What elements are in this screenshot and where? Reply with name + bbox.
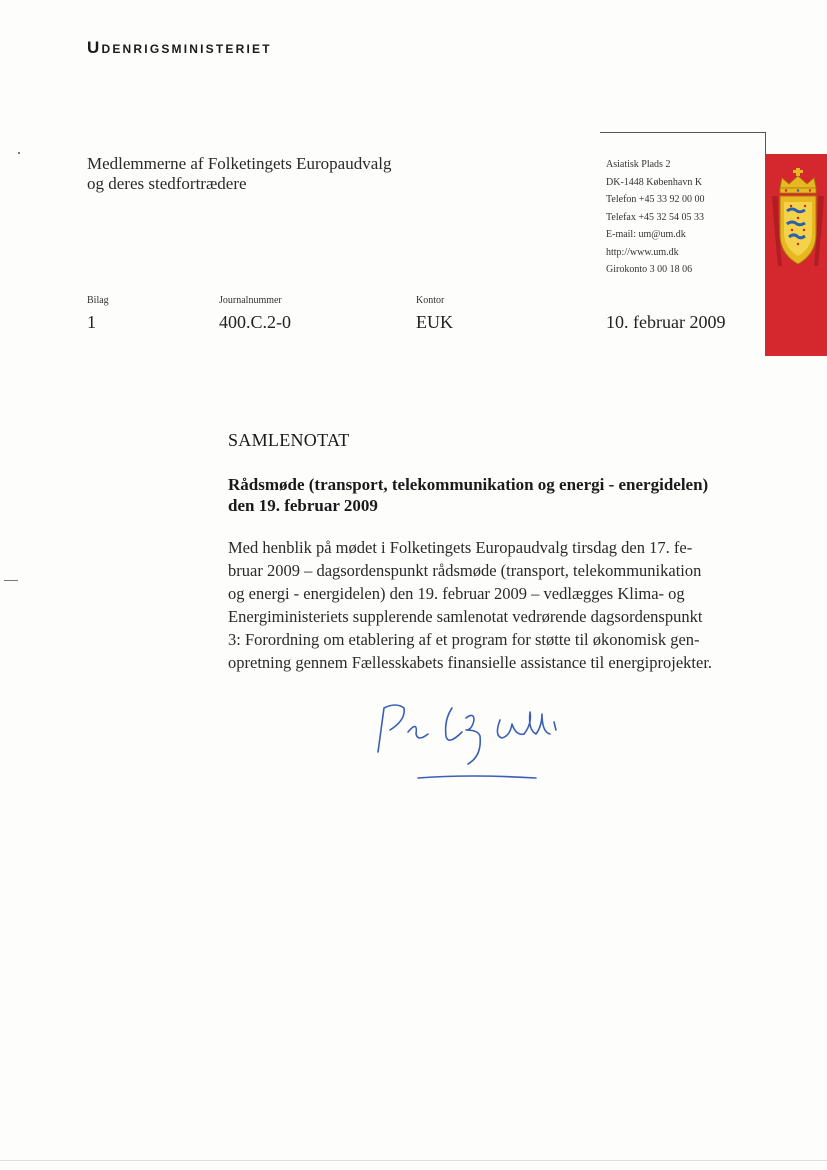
body-line: 3: Forordning om etablering af et program for støtte til økonomisk gen- (228, 630, 700, 649)
subject-line: den 19. februar 2009 (228, 496, 378, 515)
page-edge (0, 1160, 827, 1161)
body-line: Med henblik på mødet i Folketingets Europaudvalg tirsdag den 17. fe- (228, 538, 693, 557)
recipient-line: og deres stedfortrædere (87, 174, 247, 193)
kontor-label: Kontor (416, 295, 445, 306)
body-line: Energiministeriets supplerende samlenotat vedrørende dagsordenspunkt (228, 607, 703, 626)
bilag-value: 1 (87, 312, 96, 332)
coat-of-arms-icon (772, 166, 824, 274)
body-line: og energi - energidelen) den 19. februar 2009 – vedlægges Klima- og (228, 584, 685, 603)
subject-line: Rådsmøde (transport, telekommunikation og energi - energidelen) (228, 475, 709, 494)
recipient-line: Medlemmerne af Folketingets Europaudvalg (87, 154, 392, 173)
letterhead-rule (600, 132, 766, 133)
recipient-block (87, 154, 392, 194)
ministry-name: Udenrigsministeriet (87, 38, 272, 57)
journal-label: Journalnummer (219, 295, 282, 306)
bilag-label: Bilag (87, 295, 109, 306)
document-subject (228, 474, 748, 516)
address-web: http://www.um.dk (606, 246, 679, 258)
address-fax: Telefax +45 32 54 05 33 (606, 211, 704, 223)
sender-address (606, 156, 705, 279)
body-line: bruar 2009 – dagsordenspunkt rådsmøde (transport, telekommunikation (228, 561, 702, 580)
address-phone: Telefon +45 33 92 00 00 (606, 194, 705, 205)
document-date: 10. februar 2009 (606, 312, 726, 332)
kontor-value: EUK (416, 312, 453, 332)
address-street: Asiatisk Plads 2 (606, 159, 671, 170)
journal-value: 400.C.2-0 (219, 312, 291, 332)
address-city: DK-1448 København K (606, 176, 703, 188)
signature (370, 690, 590, 790)
address-giro: Girokonto 3 00 18 06 (606, 264, 693, 275)
document-title: SAMLENOTAT (228, 430, 350, 450)
letterhead-rule-vertical (765, 132, 766, 156)
address-email: E-mail: um@um.dk (606, 229, 686, 240)
body-line: opretning gennem Fællesskabets finansielle assistance til energiprojekter. (228, 653, 713, 672)
scan-mark (18, 152, 20, 154)
document-body (228, 536, 740, 674)
fold-mark (4, 580, 18, 581)
